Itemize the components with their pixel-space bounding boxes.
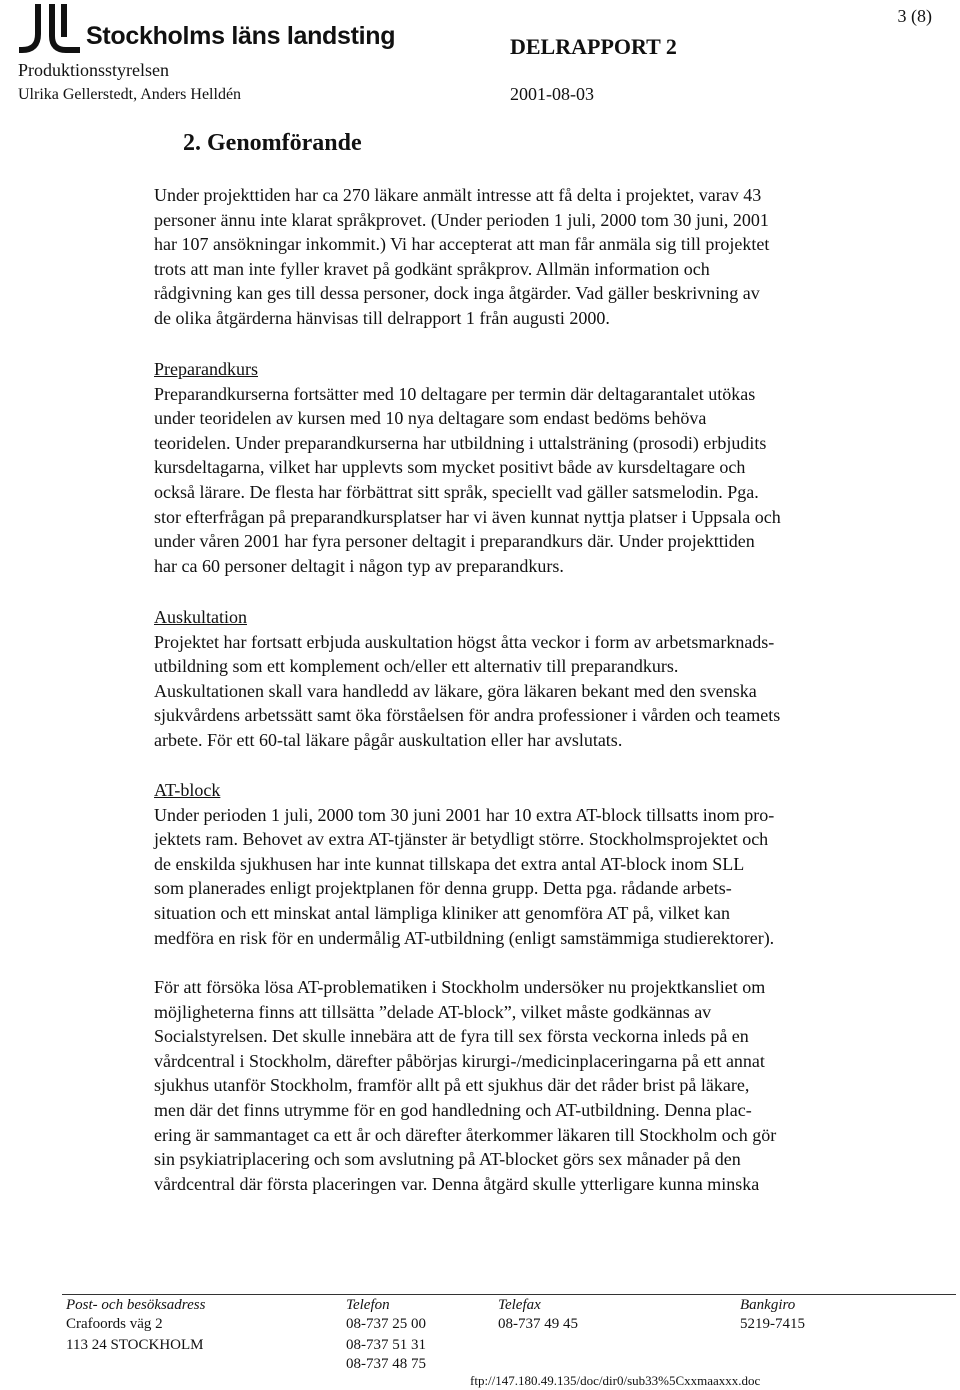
text-line: sin psykiatriplacering och som avslutning på AT-blocket görs sex månader på den <box>154 1149 741 1170</box>
text-line: Under perioden 1 juli, 2000 tom 30 juni 2001 har 10 extra AT-block tillsatts inom pro- <box>154 804 775 825</box>
text-line: som planerades enligt projektplanen för denna grupp. Detta pga. rådande arbets- <box>154 878 732 899</box>
footer-fax-label: Telefax <box>498 1297 541 1313</box>
text-line: sjukhus utanför Stockholm, framför allt på ett sjukhus där det råder brist på läkare, <box>154 1075 750 1096</box>
text-line: utbildning som ett komplement och/eller ett alternativ till preparandkurs. <box>154 656 679 677</box>
footer-fax: 08-737 49 45 <box>498 1316 578 1332</box>
text-line: trots att man inte fyller kravet på godkänt språkprov. Allmän information och <box>154 258 710 279</box>
text-line: men där det finns utrymme för en god handledning och AT-utbildning. Denna plac- <box>154 1099 752 1120</box>
organization: Produktionsstyrelsen <box>18 60 169 80</box>
text-line: arbete. För ett 60-tal läkare pågår auskultation eller har avslutats. <box>154 729 623 750</box>
text-line: rådgivning kan ges till dessa personer, dock inga åtgärder. Vad gäller beskrivning av <box>154 283 760 304</box>
sll-logo <box>18 4 396 54</box>
text-line: har ca 60 personer deltagit i någon typ av preparandkurs. <box>154 555 564 576</box>
footer-phone-1: 08-737 25 00 <box>346 1316 426 1332</box>
logo-wordmark: Stockholms läns landsting <box>86 22 396 50</box>
at-block-paragraph-2 <box>154 975 914 1196</box>
text-line: också lärare. De flesta har förbättrat sitt språk, speciellt vad gäller satsmelodin. Pga. <box>154 481 759 502</box>
text-line: vårdcentral i Stockholm, därefter påbörjas kirurgi-/medicinplaceringarna på ett annat <box>154 1050 765 1071</box>
at-block-section <box>154 778 914 950</box>
text-line: de enskilda sjukhusen har inte kunnat tillskapa det extra antal AT-block inom SLL <box>154 853 745 874</box>
authors: Ulrika Gellerstedt, Anders Helldén <box>18 86 242 103</box>
footer-phone-2: 08-737 51 31 <box>346 1337 426 1353</box>
footer-divider <box>62 1294 956 1295</box>
text-line: de olika åtgärderna hänvisas till delrapport 1 från augusti 2000. <box>154 307 610 328</box>
auskultation-section <box>154 605 914 753</box>
preparandkurs-section <box>154 357 914 578</box>
text-line: Auskultationen skall vara handledd av läkare, göra läkaren bekant med den svenska <box>154 680 757 701</box>
subsection-title: Preparandkurs <box>154 359 258 379</box>
text-line: stor efterfrågan på preparandkursplatser har vi även kunnat nyttja platser i Uppsala och <box>154 506 781 527</box>
report-title: DELRAPPORT 2 <box>510 34 677 59</box>
report-date: 2001-08-03 <box>510 84 594 104</box>
footer-bankgiro: 5219-7415 <box>740 1316 805 1332</box>
text-line: har 107 ansökningar inkommit.) Vi har accepterat att man får anmäla sig till projektet <box>154 234 770 255</box>
text-line: under teoridelen av kursen med 10 nya deltagare som endast bedöms behöva <box>154 408 707 429</box>
text-line: jektets ram. Behovet av extra AT-tjänster är betydligt större. Stockholmsprojektet och <box>154 829 769 850</box>
text-line: Socialstyrelsen. Det skulle innebära att de fyra till sex första veckorna inleds på en <box>154 1026 749 1047</box>
footer-address-label: Post- och besöksadress <box>66 1297 206 1313</box>
text-line: kursdeltagarna, vilket har upplevts som mycket positivt både av kursdeltagare och <box>154 457 746 478</box>
text-line: Preparandkurserna fortsätter med 10 deltagare per termin där deltagarantalet utökas <box>154 383 756 404</box>
text-line: personer ännu inte klarat språkprovet. (Under perioden 1 juli, 2000 tom 30 juni, 2001 <box>154 209 769 230</box>
sll-logo-icon <box>18 4 80 54</box>
intro-paragraph <box>154 183 914 331</box>
text-line: ering är sammantaget ca ett år och därefter återkommer läkaren till Stockholm och gör <box>154 1124 777 1145</box>
text-line: situation och ett minskat antal lämpliga kliniker att genomföra AT på, vilket kan <box>154 902 731 923</box>
text-line: teoridelen. Under preparandkurserna har utbildning i uttalsträning (prosodi) erbjudits <box>154 432 767 453</box>
text-line: möjligheterna finns att tillsätta ”delade AT-block”, vilket måste godkännas av <box>154 1001 712 1022</box>
footer-file-path: ftp://147.180.49.135/doc/dir0/sub33%5Cxxmaaxxx.doc <box>470 1373 761 1388</box>
footer-address-line1: Crafoords väg 2 <box>66 1316 163 1332</box>
text-line: För att försöka lösa AT-problematiken i Stockholm undersöker nu projektkansliet om <box>154 977 766 997</box>
text-line: under våren 2001 har fyra personer deltagit i preparandkurs där. Under projekttiden <box>154 531 755 552</box>
text-line: Under projekttiden har ca 270 läkare anmält intresse att få delta i projektet, varav 43 <box>154 185 762 205</box>
text-line: sjukvårdens arbetssätt samt öka förståelsen för andra professioner i vården och teamets <box>154 705 781 726</box>
text-line: Projektet har fortsatt erbjuda auskultation högst åtta veckor i form av arbetsmarknads- <box>154 631 775 652</box>
subsection-title: AT-block <box>154 780 221 800</box>
text-line: vårdcentral där första placeringen var. Denna åtgärd skulle ytterligare kunna minska <box>154 1173 760 1194</box>
footer-phone-3: 08-737 48 75 <box>346 1356 426 1372</box>
section-heading: 2. Genomförande <box>183 130 362 156</box>
footer-bankgiro-label: Bankgiro <box>740 1297 796 1313</box>
page-number: 3 (8) <box>897 6 932 26</box>
subsection-title: Auskultation <box>154 607 247 627</box>
footer-address-line2: 113 24 STOCKHOLM <box>66 1337 204 1353</box>
footer-phone-label: Telefon <box>346 1297 390 1313</box>
text-line: medföra en risk för en undermålig AT-utbildning (enligt samstämmiga studierektorer). <box>154 927 775 948</box>
